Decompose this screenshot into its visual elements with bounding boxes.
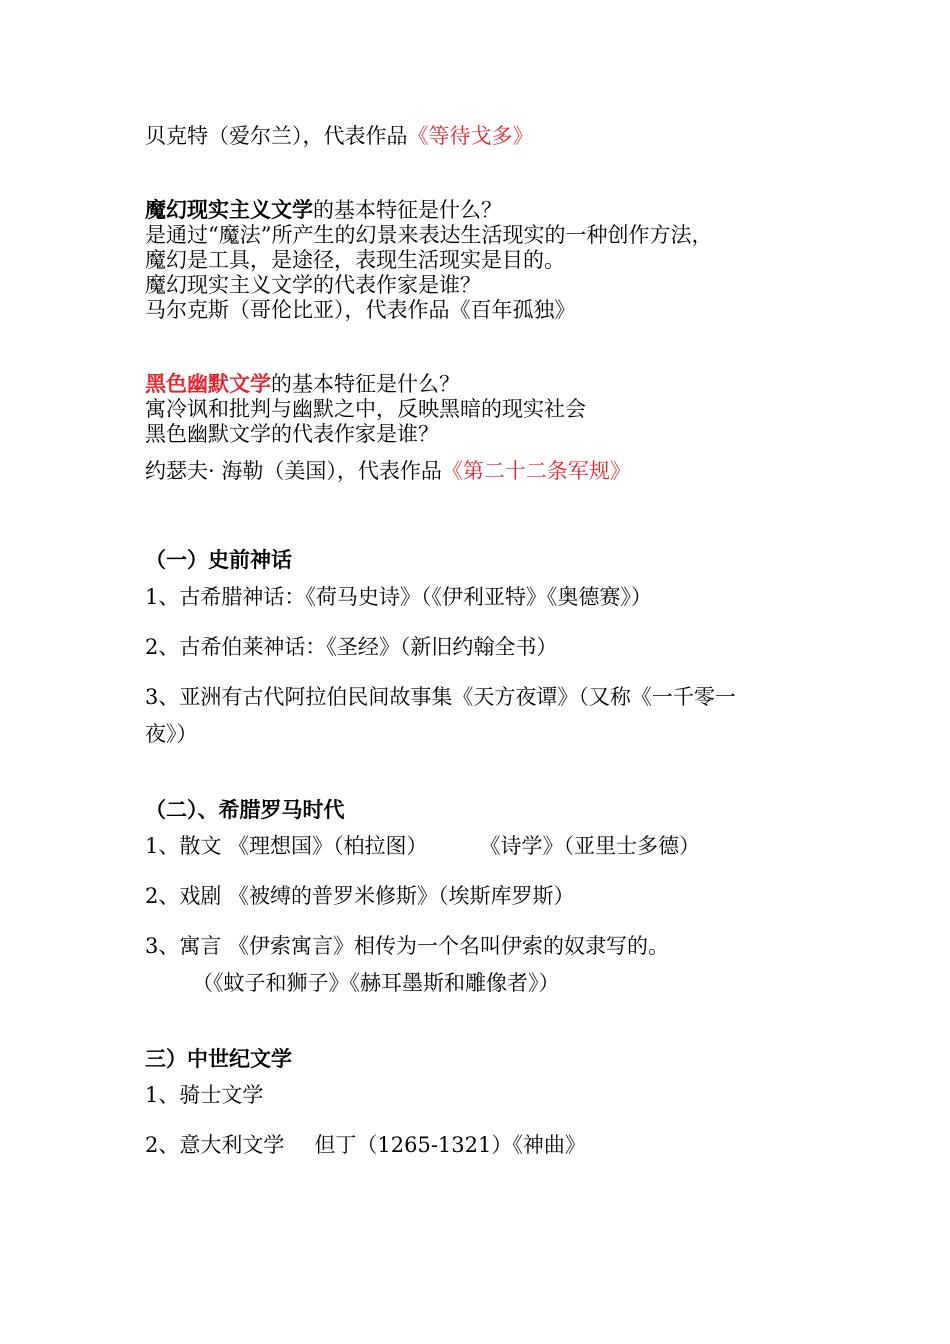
beckett-work: 《等待戈多》 (407, 124, 534, 148)
section1-item-3-cont: 夜》） (145, 722, 198, 746)
black-question-line (145, 372, 460, 397)
magic-question-2: 魔幻现实主义文学的代表作家是谁？ (145, 273, 481, 297)
section2-item-3-sub: （《蚊子和狮子》《赫耳墨斯和雕像者》） (192, 971, 560, 995)
magic-question: 的基本特征是什么？ (313, 198, 502, 222)
magic-answer-1: 是通过“魔法”所产生的幻景来表达生活现实的一种创作方法， (145, 223, 713, 247)
black-term: 黑色幽默文学 (145, 372, 271, 396)
section3-title: 三）中世纪文学 (145, 1047, 292, 1071)
section2-title: （二）、希腊罗马时代 (145, 798, 345, 822)
black-work: 《第二十二条军规》 (441, 459, 631, 483)
section2-item-1-poetics: 《诗学》（亚里士多德） (479, 834, 701, 858)
section1-item-1: 1、古希腊神话：《荷马史诗》（《伊利亚特》《奥德赛》） (145, 585, 652, 609)
black-question: 的基本特征是什么？ (271, 372, 460, 396)
section2-item-1 (145, 833, 700, 859)
magic-answer-3: 马尔克斯（哥伦比亚），代表作品《百年孤独》 (145, 298, 576, 322)
section2-item-1-prose: 1、散文 《理想国》（柏拉图） (145, 834, 428, 858)
section3-item-2-label: 2、意大利文学 (145, 1133, 285, 1157)
section2-item-3: 3、寓言 《伊索寓言》相传为一个名叫伊索的奴隶写的。 (145, 934, 670, 958)
section1-title: （一）史前神话 (145, 548, 292, 572)
section1-item-3: 3、亚洲有古代阿拉伯民间故事集《天方夜谭》（又称《一千零一 (145, 685, 736, 709)
black-author: 约瑟夫· 海勒（美国），代表作品 (145, 459, 442, 483)
section3-item-1: 1、骑士文学 (145, 1083, 264, 1107)
section2-item-2: 2、戏剧 《被缚的普罗米修斯》（埃斯库罗斯） (145, 884, 575, 908)
magic-term: 魔幻现实主义文学 (145, 198, 313, 222)
section1-item-2: 2、古希伯莱神话：《圣经》（新旧约翰全书） (145, 635, 558, 659)
section3-item-2 (145, 1132, 586, 1158)
black-question-2: 黑色幽默文学的代表作家是谁？ (145, 422, 439, 446)
black-answer-1: 寓冷讽和批判与幽默之中，反映黑暗的现实社会 (145, 397, 586, 421)
beckett-line (145, 123, 534, 149)
magic-answer-2: 魔幻是工具，是途径，表现生活现实是目的。 (145, 248, 565, 272)
black-answer-2 (145, 458, 631, 484)
section3-item-2-dante: 但丁（1265-1321）《神曲》 (314, 1133, 586, 1157)
magic-question-line (145, 198, 502, 223)
beckett-text: 贝克特（爱尔兰），代表作品 (145, 124, 408, 148)
